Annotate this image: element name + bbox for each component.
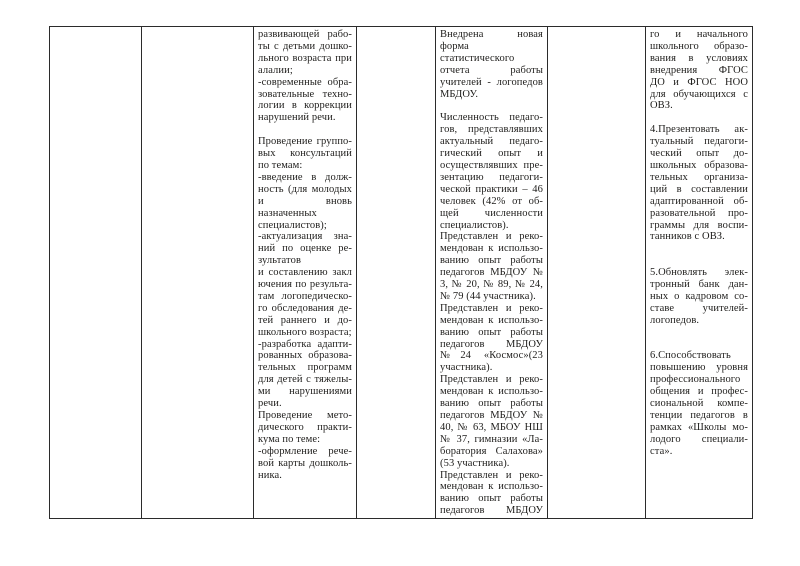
report-table [49, 26, 753, 519]
text-line: статистического [440, 52, 515, 64]
text-line: ванию опыт работы [440, 493, 543, 505]
blank-line [258, 124, 352, 136]
text-line: -разработка адапти- [258, 338, 352, 350]
text-line: школьного возраста; [258, 326, 352, 338]
blank-line [650, 243, 748, 255]
text-line: мендован к использо- [440, 314, 543, 326]
text-line: рамках «Школы мо- [650, 421, 748, 433]
text-line: повышению уровня [650, 362, 748, 374]
text-line: педагогов МБДОУ № [440, 267, 543, 279]
text-line: специалистов); [258, 219, 327, 231]
text-line: (53 участника). [440, 457, 510, 469]
text-line: го и начального [650, 29, 748, 40]
text-line: щей численности [440, 207, 543, 219]
text-line: дического практи- [258, 421, 352, 433]
text-line: тей раннего и до- [258, 314, 352, 326]
text-line: зентацию педагоги- [440, 171, 543, 183]
text-line: го обследования де- [258, 302, 352, 314]
blank-line [650, 112, 748, 124]
text-line: человек (42% от об- [440, 195, 543, 207]
table-cell-2 [142, 27, 254, 518]
text-line: развивающей рабо- [258, 29, 352, 40]
text-line: ных о кадровом со- [650, 290, 748, 302]
text-line: ставе учителей- [650, 302, 748, 314]
text-line: профессионального [650, 374, 741, 386]
text-line: вой карты дошколь- [258, 457, 352, 469]
text-line: -современные обра- [258, 76, 352, 88]
blank-line [650, 327, 748, 339]
text-line: 4.Презентовать ак- [650, 124, 748, 136]
text-line: учителей - логопедов [440, 76, 543, 88]
blank-line [650, 339, 748, 351]
text-line: актуальный педаго- [440, 136, 543, 148]
text-line: ность (для молодых [258, 183, 352, 195]
text-line: тенции педагогов в [650, 410, 748, 421]
text-line: педагогов МБДОУ [440, 505, 543, 517]
text-line: школьного образо- [650, 40, 748, 52]
text-line: Внедрена новая [440, 29, 543, 40]
text-line: туальный педагоги- [650, 136, 748, 148]
text-line: ДО и ФГОС НОО [650, 76, 748, 88]
table-cell-5 [436, 27, 548, 518]
text-line: №24 «Космос»(23 [440, 350, 543, 362]
text-line: -оформление рече- [258, 445, 352, 457]
text-line: форма [440, 40, 469, 52]
text-line: логии в коррекции [258, 100, 352, 112]
table-cell-4 [357, 27, 436, 518]
text-line: -введение в долж- [258, 171, 352, 183]
text-line: ты с детьми дошко- [258, 40, 352, 52]
text-line: № 37, гимназии «Ла- [440, 433, 543, 445]
text-line: тельных организа- [650, 171, 748, 183]
text-line: алалии; [258, 64, 293, 76]
text-line: гический опыт и [440, 148, 543, 160]
text-line: специалистов). [440, 219, 509, 231]
text-line: ванию опыт работы [440, 326, 543, 338]
text-line: зультатов [258, 255, 302, 267]
text-line: и составлению закл [258, 267, 352, 279]
text-line: сиональной компе- [650, 398, 748, 410]
text-line: Представлен и реко- [440, 302, 543, 314]
text-line: ючения по результа- [258, 279, 352, 291]
text-line: тронный банк дан- [650, 279, 748, 291]
text-line: и вновь назначенных [258, 195, 352, 219]
text-line: ческий опыт до- [650, 148, 748, 160]
text-line: Представлен и реко- [440, 231, 543, 243]
text-line: 3, № 20, № 89, № 24, [440, 279, 543, 291]
text-line: вания в условиях [650, 52, 748, 64]
text-line: 40, № 63, МБОУ НШ [440, 421, 543, 433]
text-line: лодого специали- [650, 433, 748, 445]
text-line: мендован к использо- [440, 386, 543, 398]
blank-line [650, 255, 748, 267]
text-line: -актуализация зна- [258, 231, 352, 243]
text-line: Проведение группо- [258, 136, 352, 148]
text-line: ческой практики – 46 [440, 183, 543, 195]
text-line: участника). [440, 362, 493, 374]
text-line: мендован к использо- [440, 481, 543, 493]
text-line: общения и профес- [650, 386, 748, 398]
text-line: адаптированной об- [650, 195, 748, 207]
text-line: 5.Обновлять элек- [650, 267, 748, 279]
text-line: ний по оценке ре- [258, 243, 352, 255]
text-line: боратория Салахова» [440, 445, 543, 457]
text-line: педагогов МБДОУ [440, 338, 543, 350]
text-line: ванию опыт работы [440, 398, 543, 410]
text-line: вых консультаций [258, 148, 352, 160]
text-line: граммы для воспи- [650, 219, 748, 231]
text-line: нарушений речи. [258, 112, 336, 124]
text-line: тельных программ [258, 362, 352, 374]
text-line: танников с ОВЗ. [650, 231, 725, 243]
blank-line [440, 100, 543, 112]
text-line: по темам: [258, 159, 303, 171]
text-line: школьных образова- [650, 159, 748, 171]
text-line: Численность педаго- [440, 112, 543, 124]
text-line: льного возраста при [258, 52, 352, 64]
text-line: разовательной про- [650, 207, 748, 219]
text-line: Представлен и реко- [440, 374, 543, 386]
text-line: № 79 (44 участника). [440, 290, 536, 302]
text-line: гов, представлявших [440, 124, 543, 136]
text-line: ванию опыт работы [440, 255, 543, 267]
table-cell-3 [254, 27, 357, 518]
table-cell-6 [548, 27, 646, 518]
text-line: осуществлявших пре- [440, 159, 543, 171]
text-line: ника. [258, 469, 282, 481]
text-line: для обучающихся с [650, 88, 748, 100]
text-line: 6.Способствовать [650, 350, 731, 362]
table-cell-7 [646, 27, 752, 518]
text-line: ста». [650, 445, 673, 457]
text-line: ми нарушениями [258, 386, 352, 398]
text-line: ций в составлении [650, 183, 748, 195]
text-line: кума по теме: [258, 433, 321, 445]
text-line: мендован к использо- [440, 243, 543, 255]
text-line: зовательные техно- [258, 88, 352, 100]
text-line: речи. [258, 398, 282, 410]
text-line: логопедов. [650, 314, 700, 326]
text-line: ОВЗ. [650, 100, 673, 112]
text-line: отчета работы [440, 64, 543, 76]
table-cell-1 [50, 27, 142, 518]
text-line: педагогов МБДОУ № [440, 410, 543, 421]
text-line: для детей с тяжелы- [258, 374, 352, 386]
text-line: МБДОУ. [440, 88, 479, 100]
text-line: Представлен и реко- [440, 469, 543, 481]
text-line: внедрения ФГОС [650, 64, 748, 76]
text-line: рованных образова- [258, 350, 352, 362]
text-line: Проведение мето- [258, 410, 352, 421]
text-line: там логопедическо- [258, 290, 352, 302]
